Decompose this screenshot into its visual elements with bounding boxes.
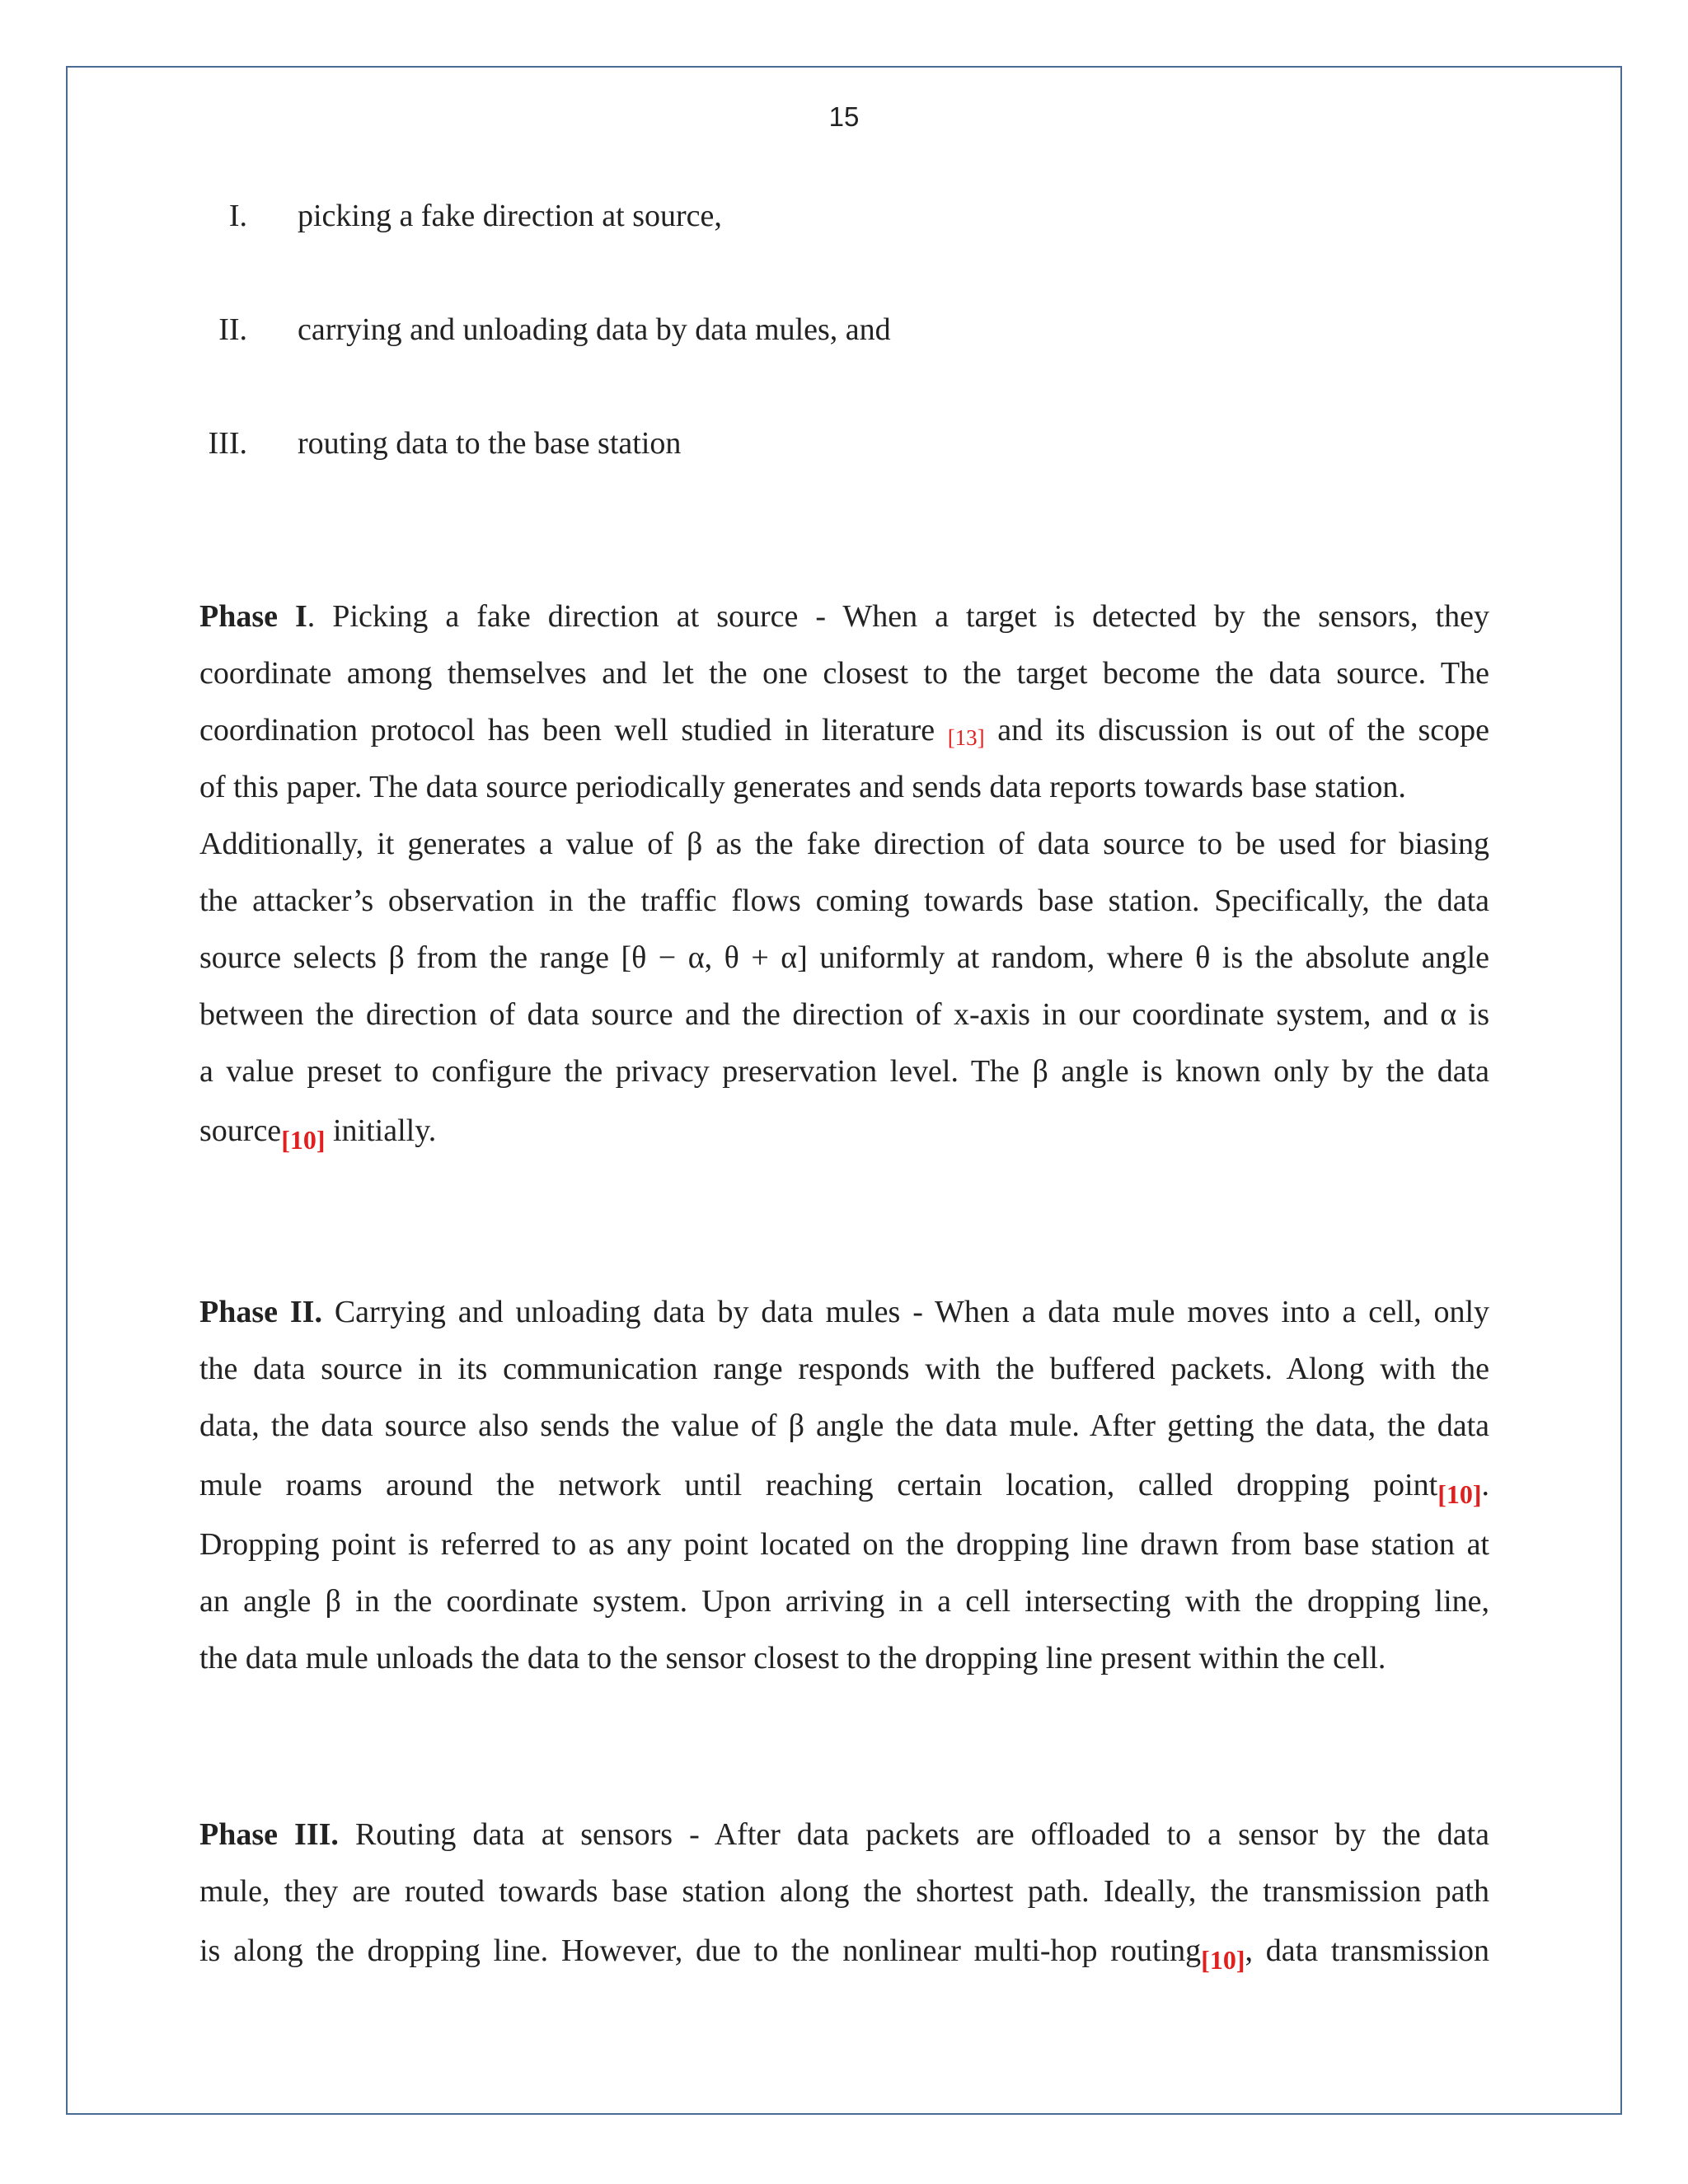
citation-13: [13] xyxy=(947,725,985,750)
phase-2-heading: Phase II. xyxy=(199,1295,322,1329)
phase-3-heading: Phase III. xyxy=(199,1817,339,1852)
phase-2-paragraph: Phase II. Carrying and unloading data by data mules - When a data mule moves into a cell, only the data source in its communication range responds with the buffered packets. Along with the data, the data source also sends the value of β angle the data mule. After getting the data, the data mule roams around the network until reaching certain location, called dropping point$_{[10]}$. Dropping point is referred to as any point located on the dropping line drawn from base station at an angle β in the coordinate system. Upon arriving in a cell intersecting with the dropping line, the data mule unloads the data to the sensor closest to the dropping line present within the cell. xyxy=(199,1295,1489,1675)
list-marker: II. xyxy=(218,312,247,347)
citation-10: [10] xyxy=(1437,1479,1482,1509)
citation-10: [10] xyxy=(1201,1945,1245,1975)
phase-1-paragraph: Phase I. Picking a fake direction at source - When a target is detected by the sensors, they coordinate among themselves and let the one closest to the target become the data source. The coordination protocol has been well studied in literature [13] and its discussion is out of the scope of this paper. The data source periodically generates and sends data reports towards base station. Additionally, it generates a value of β as the fake direction of data source to be used for biasing the attacker’s observation in the traffic flows coming towards base station. Specifically, the data source selects β from the range [θ − α, θ + α] uniformly at random, where θ is the absolute angle between the direction of data source and the direction of x-axis in our coordinate system, and α is a value preset to configure the privacy preservation level. The β angle is known only by the data source$_{[10]}$ initially. xyxy=(199,599,1489,1155)
list-item-text: carrying and unloading data by data mules, and xyxy=(298,312,891,347)
page-number: 15 xyxy=(828,101,860,132)
list-item-text: picking a fake direction at source, xyxy=(298,199,722,233)
citation-10: [10] xyxy=(281,1125,326,1155)
phase-1-heading: Phase I xyxy=(199,599,307,634)
phase-3-paragraph: Phase III. Routing data at sensors - After data packets are offloaded to a sensor by the data mule, they are routed towards base station along the shortest path. Ideally, the transmission path is along the dropping line. However, due to the nonlinear multi-hop routing$_{[10]}$, data transmission xyxy=(199,1817,1490,1975)
list-marker: III. xyxy=(208,426,247,461)
list-marker: I. xyxy=(228,199,247,233)
list-item-text: routing data to the base station xyxy=(298,426,682,461)
